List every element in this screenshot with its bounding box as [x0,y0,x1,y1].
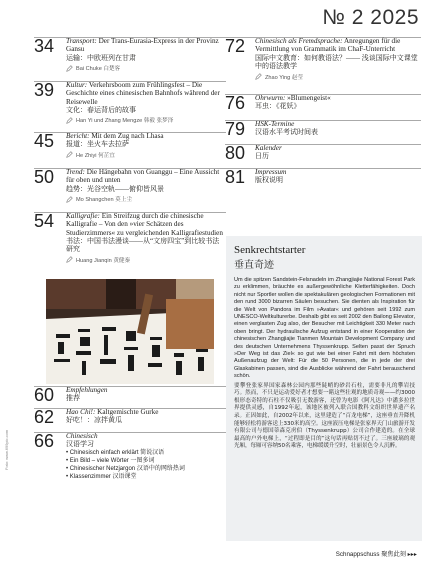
entry-title-cn: 版权说明 [255,176,283,185]
feature-text-de: Um die spitzen Sandstein-Felsnadeln im Zhangjiajie National Forest Park zu erklimmen, bräuchte es außergewöhnliche Kletterfähigkeiten. Doch nicht nur Sportler wollen die spektakulären geologischen Formationen mit den rund 3000 bizarren Säulen besuchen. Sie dienten als Inspiration für die Welt von Pandora im Film »Avatar« und gehören seit 1992 zum UNESCO-Weltkulturerbe. Deshalb gibt es seit 2002 den Bailong Elevator, einen verglasten Zug also, der Besucher mit Leichtigkeit 330 Meter nach oben bringt. Der hydraulische Aufzug entstand in einer Kooperation der chinesischen Zhangjiajie Tianmen Mountain Development Company und des deutschen Unternehmens Thyssenkrupp. Selten passt der Spruch »Der Weg ist das Ziel« so gut wie bei einer Fahrt mit dem höchsten Außenaufzug der Welt: Für die 50 Personen, die in jede der drei Glaskabinen passen, sind die Ausblicke während der Fahrt berauschend schön. [234,277,415,380]
feature-box [226,236,422,541]
entry-title-cn: 汉语学习 [66,440,94,449]
entry-title-cn: 日历 [255,152,269,161]
page-number: 45 [34,131,55,151]
entry-title-cn: 趋势：光谷空轨——俯仰皆风景 [66,184,164,193]
pen-icon [66,65,73,72]
entry-title [66,212,226,237]
toc-entry-80[interactable] [225,143,421,168]
feature-heading-cn: 垂直奇迹 [234,260,274,271]
entry-title-cn: 好吃！：凉拌黄瓜 [66,416,122,425]
entry-title-text: Ein Streifzug durch die chinesische Kalligrafie – Von den »vier Schätzen des Studierzimmers« zu vergleichenden Kalligrafiestudien [66,212,223,237]
entry-title-text: Anregungen für die Vermittlung von Grammatik im ChaF-Unterricht [255,37,401,54]
entry-title-text: Die Hängebahn von Guanggu – Eine Aussicht für oben und unten [66,168,220,185]
pen-icon [66,117,73,124]
list-item[interactable]: • Chinesisch einfach erklärt 简说汉语 [66,449,226,457]
entry-author [66,151,226,159]
entry-category: Transport: [66,37,97,45]
page-number: 66 [34,431,55,451]
list-item[interactable]: • Ein Bild – viele Wörter 一图多词 [66,457,226,465]
author-name: Bai Chuke 白楚客 [76,66,121,73]
pen-icon [66,256,73,263]
feature-heading: Senkrechtstarter [234,244,306,256]
toc-entry-76[interactable] [225,93,421,120]
entry-category: Empfehlungen [66,386,108,394]
pen-icon [66,151,73,158]
entry-title [66,37,226,54]
entry-title-text: »Blumengeist« [285,94,331,102]
author-name: Mo Shangchen 莫上尘 [76,197,132,204]
entry-title [66,386,226,394]
entry-category: Hao Chi!: [66,408,96,416]
page-number: 62 [34,407,55,427]
entry-title [255,37,421,54]
entry-author [66,116,226,124]
entry-author [66,256,226,264]
next-section-link[interactable]: Schnappschuss 聚焦此刻 ▸▸▸ [335,551,417,558]
entry-title [66,81,226,106]
entry-title [255,144,421,152]
toc-entry-81[interactable] [225,167,421,192]
calligraphy-photo [46,279,214,384]
entry-category: Chinesisch als Fremdsprache: [255,37,343,45]
entry-title-cn: 书法：中国书法漫谈——从“文房四宝”到比较书法研究 [66,236,220,254]
page-number: 80 [225,143,246,163]
page-number: 54 [34,211,55,231]
list-item[interactable]: • Klassenzimmer 汉语课堂 [66,473,226,481]
entry-title-cn: 国际中文教育：如何教语法？—— 浅谈国际中文课堂中的语法教学 [255,53,418,71]
entry-category: Chinesisch [66,432,98,440]
toc-entry-34[interactable] [34,36,226,81]
entry-title-text: Der Trans-Eurasia-Express in der Provinz Gansu [66,37,219,54]
entry-title-cn: 运输：中欧班列在甘肃 [66,53,136,62]
entry-title-cn: 汉语水平考试时间表 [255,128,318,137]
feature-text-cn: 要攀登张家界国家森林公园内那些陡峭的砂岩石柱，需要非凡的攀岩技巧。然而，不只是运动爱好者才想要一睹这些壮观的地质奇观——约3000根形态奇特的石柱不仅吸引无数游客，还曾为电影《阿凡达》中潘多拉世界提供灵感，自1992年起，该地区被列入联合国教科文组织世界遗产名录。正因如此，自2002年以来，这里建造了“百龙电梯”，这座垂直升降机能够轻松将游客送上330米的高空。这座液压电梯是张家界天门山旅游开发有限公司与德国蒂森克虏伯（Thyssenkrupp）公司合作建造的。在全球最高的户外电梯上，“过程即是目的”这句话再贴切不过了。三座玻璃的观光厢，每厢可容纳50名乘客，电梯缓缓升空时，壮丽景色令人沉醉。 [234,382,416,450]
toc-entry-45[interactable] [34,131,226,168]
entry-title-cn: 耳虫：《花妖》 [255,102,301,111]
author-name: Zhao Ying 赵莹 [265,74,303,81]
page-number: 50 [34,167,55,187]
page-number: 39 [34,80,55,100]
issue-number: № 2 2025 [322,6,419,29]
photo-credit: Foto: www.699pic.com [4,429,9,470]
author-name: He Zhiyi 何芷宜 [76,152,115,159]
entry-title-cn: 报道：坐火车去拉萨 [66,140,129,149]
entry-category: Kultur: [66,81,88,89]
toc-entry-79[interactable] [225,119,421,144]
calligraphy-illustration [46,279,214,384]
page-number: 76 [225,93,246,113]
page-number: 34 [34,36,55,56]
entry-title-text: Verkehrsboom zum Frühlingsfest – Die Geschichte eines chinesischen Bahnhofs während der Reisewelle [66,81,220,106]
entry-category: Bericht: [66,132,90,140]
toc-entry-50[interactable] [34,167,226,212]
toc-entry-60[interactable] [34,385,226,408]
entry-category: Trend: [66,168,85,176]
entry-title-text: Mit dem Zug nach Lhasa [89,132,164,140]
entry-category: Kalligrafie: [66,212,100,220]
chinesisch-list [66,449,226,481]
page-number: 60 [34,385,55,405]
entry-title [66,168,226,185]
toc-entry-54[interactable] [34,211,226,282]
entry-title-cn: 推荐 [66,394,80,403]
author-name: Han Yi und Zhang Mengze 韩毅 张梦泽 [76,118,174,125]
pen-icon [255,73,262,80]
author-name: Huang Jianqin 黄健秦 [76,257,131,264]
entry-title-cn: 文化：春运背后的故事 [66,105,136,114]
entry-title-text: Kaltgemischte Gurke [95,408,159,416]
list-item[interactable]: • Chinesischer Netzjargon 汉语中的网络热词 [66,465,226,473]
toc-entry-62[interactable] [34,407,226,432]
entry-category: Impressum [255,168,287,176]
page-number: 79 [225,119,246,139]
entry-author [66,195,226,203]
entry-category: Kalender [255,144,282,152]
entry-category: HSK-Termine [255,120,295,128]
entry-author [255,73,421,81]
pen-icon [66,196,73,203]
toc-entry-66[interactable] [34,431,226,492]
entry-author [66,64,226,72]
page-number: 72 [225,36,246,56]
page-number: 81 [225,167,246,187]
entry-category: Ohrwurm: [255,94,286,102]
toc-entry-72[interactable] [225,36,421,99]
